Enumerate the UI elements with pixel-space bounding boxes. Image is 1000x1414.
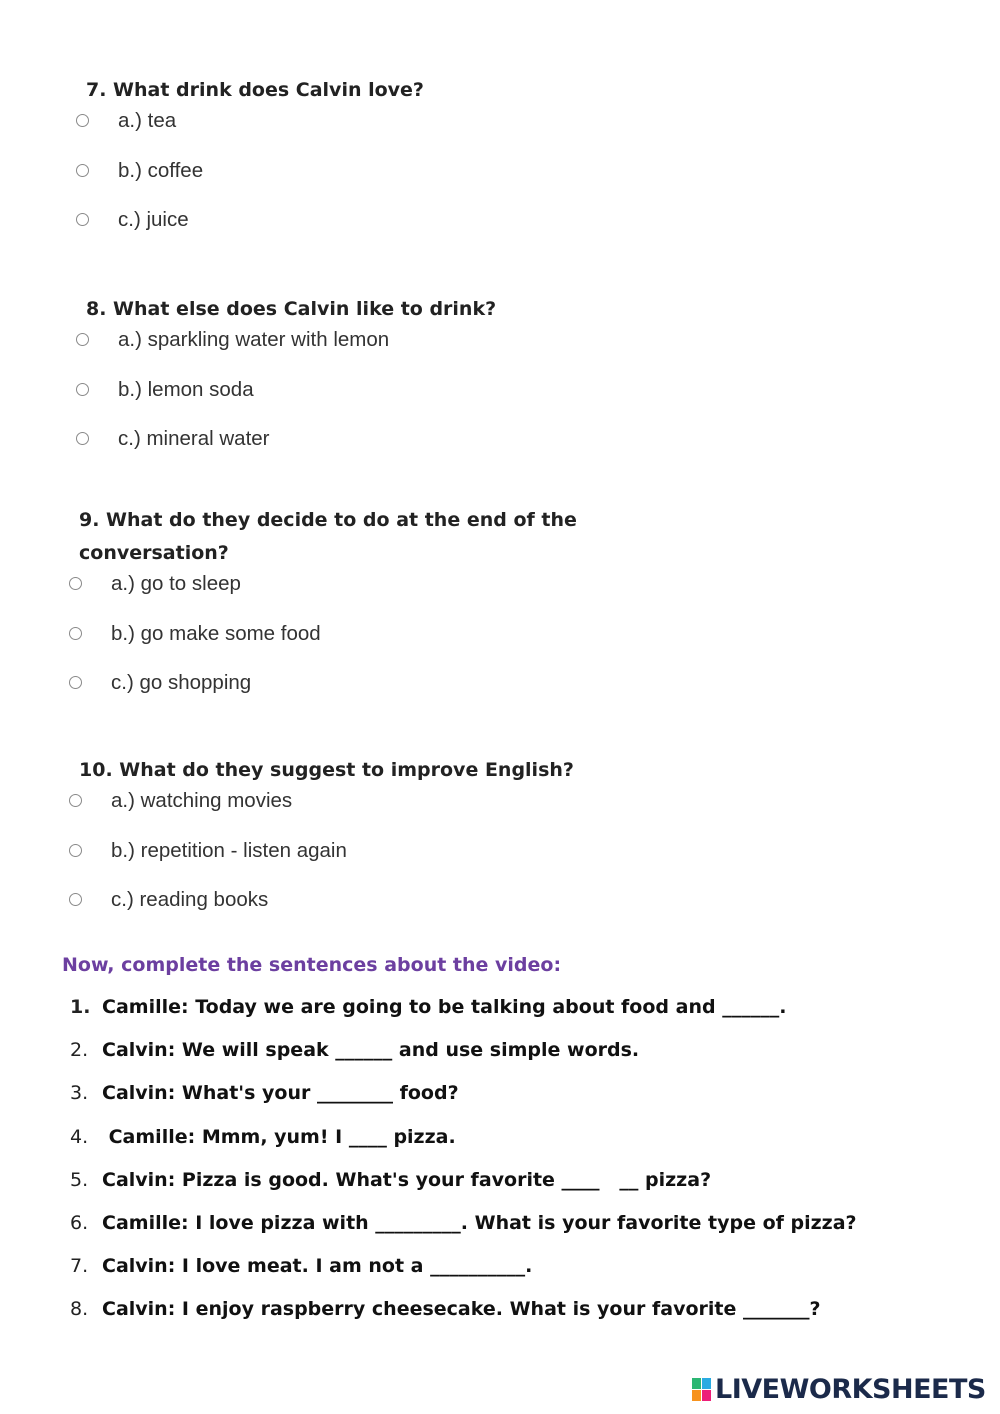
sentence-item [70,1169,857,1212]
option-a[interactable] [76,326,496,376]
option-label: c.) juice [118,208,189,231]
radio-button[interactable] [69,794,82,807]
question-8 [76,293,496,475]
radio-button[interactable] [76,432,89,445]
sentence-number: 7. [70,1255,89,1278]
option-c[interactable] [69,886,574,936]
sentence-number: 2. [70,1039,89,1062]
liveworksheets-logo-icon [692,1378,712,1402]
option-a[interactable] [69,787,574,837]
sentence-item [70,996,857,1039]
section-heading: Now, complete the sentences about the video: [62,954,562,976]
option-label: c.) reading books [111,888,269,911]
question-title: 7. What drink does Calvin love? [86,79,424,101]
sentence-item [70,1039,857,1082]
option-label: c.) mineral water [118,427,270,450]
sentence-number: 1. [70,996,91,1018]
brand-logo[interactable] [692,1374,986,1405]
sentence-text[interactable]: Camille: Mmm, yum! I ____ pizza. [102,1125,456,1148]
radio-button[interactable] [76,114,89,127]
option-label: b.) go make some food [111,621,321,645]
question-7 [76,74,424,256]
option-b[interactable] [69,837,574,887]
option-b[interactable] [76,376,496,426]
radio-button[interactable] [76,333,89,346]
radio-button[interactable] [69,676,82,689]
option-label: b.) lemon soda [118,377,254,401]
option-label: a.) watching movies [111,789,293,812]
sentence-text[interactable]: Calvin: We will speak ______ and use simple words. [102,1039,640,1062]
option-label: a.) sparkling water with lemon [118,328,390,351]
question-9 [69,504,579,719]
sentence-item [70,1126,857,1169]
option-label: b.) repetition - listen again [111,838,347,862]
sentence-number: 6. [70,1211,89,1234]
radio-button[interactable] [69,627,82,640]
sentence-text[interactable]: Calvin: I enjoy raspberry cheesecake. What is your favorite _______? [102,1298,821,1321]
option-label: c.) go shopping [111,671,252,694]
sentence-item [70,1255,857,1298]
sentence-number: 3. [70,1082,89,1105]
option-c[interactable] [69,669,579,719]
option-label: a.) tea [118,109,177,132]
question-title: 9. What do they decide to do at the end of the conversation? [79,509,577,564]
option-a[interactable] [76,107,424,157]
sentence-item [70,1212,857,1255]
brand-name: LIVEWORKSHEETS [715,1374,986,1405]
sentence-text[interactable]: Calvin: I love meat. I am not a __________. [102,1255,533,1278]
radio-button[interactable] [76,164,89,177]
option-c[interactable] [76,425,496,475]
sentence-number: 5. [70,1168,89,1191]
sentence-text[interactable]: Calvin: Pizza is good. What's your favorite ____ __ pizza? [102,1168,712,1191]
sentence-number: 4. [70,1125,89,1148]
option-b[interactable] [76,157,424,207]
option-b[interactable] [69,620,579,670]
radio-button[interactable] [76,213,89,226]
radio-button[interactable] [69,844,82,857]
option-label: b.) coffee [118,158,204,182]
sentence-number: 8. [70,1298,89,1321]
sentence-item [70,1298,857,1341]
option-label: a.) go to sleep [111,572,241,595]
sentence-text[interactable]: Camille: Today we are going to be talking about food and ______. [102,996,787,1018]
question-title: 10. What do they suggest to improve English? [79,759,574,781]
question-10 [69,754,574,936]
sentence-list [70,996,857,1342]
radio-button[interactable] [69,893,82,906]
question-title: 8. What else does Calvin like to drink? [86,298,497,320]
option-a[interactable] [69,570,579,620]
radio-button[interactable] [76,383,89,396]
sentence-text[interactable]: Calvin: What's your ________ food? [102,1082,459,1105]
option-c[interactable] [76,206,424,256]
radio-button[interactable] [69,577,82,590]
sentence-text[interactable]: Camille: I love pizza with _________. What is your favorite type of pizza? [102,1211,857,1234]
sentence-item [70,1082,857,1125]
